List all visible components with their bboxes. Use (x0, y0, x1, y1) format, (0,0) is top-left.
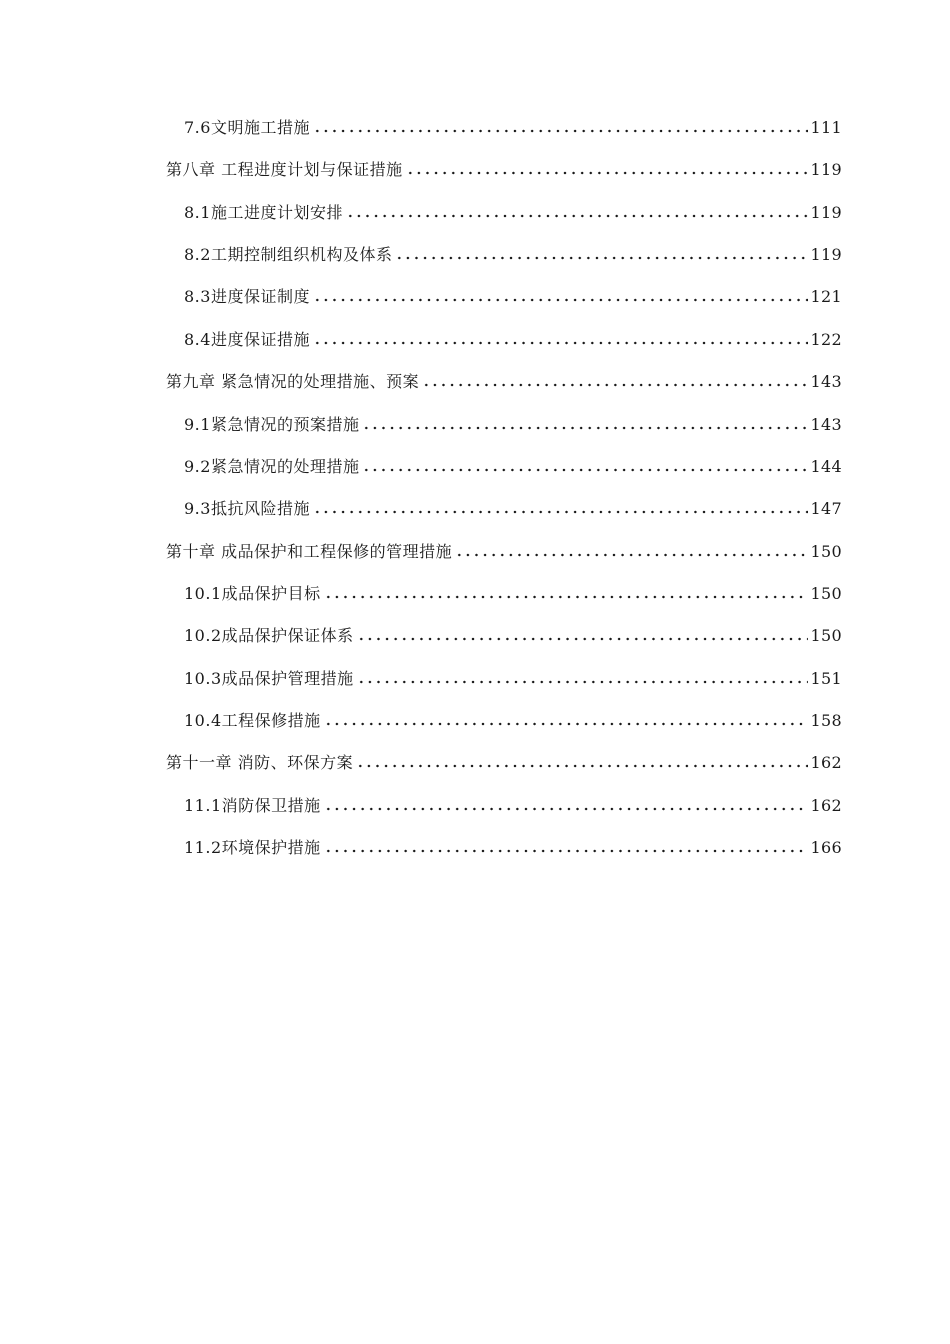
dot-leader (455, 552, 807, 558)
toc-entry-title: 10.2成品保护保证体系 (184, 626, 354, 645)
dot-leader (324, 721, 808, 727)
toc-entry-title: 8.1施工进度计划安排 (184, 203, 343, 222)
dot-leader (356, 763, 807, 769)
dot-leader (357, 636, 808, 642)
toc-entry[interactable] (184, 493, 842, 519)
toc-entry-title: 第八章 工程进度计划与保证措施 (166, 160, 403, 179)
dot-leader (422, 382, 807, 388)
toc-entry-page: 122 (810, 330, 842, 349)
toc-entry[interactable] (184, 578, 842, 604)
dot-leader (313, 128, 808, 134)
toc-entry-page: 144 (810, 457, 842, 476)
toc-entry[interactable] (184, 663, 842, 689)
dot-leader (313, 297, 808, 303)
toc-entry-title: 9.1紧急情况的预案措施 (184, 415, 360, 434)
toc-entry-chapter[interactable] (166, 154, 842, 180)
toc-entry[interactable] (184, 197, 842, 223)
toc-entry[interactable] (184, 790, 842, 816)
toc-entry-title: 10.4工程保修措施 (184, 711, 321, 730)
toc-entry-page: 119 (810, 245, 842, 264)
toc-entry-title: 8.4进度保证措施 (184, 330, 310, 349)
toc-entry-page: 147 (810, 499, 842, 518)
toc-entry-title: 8.2工期控制组织机构及体系 (184, 245, 393, 264)
toc-entry-chapter[interactable] (166, 747, 842, 773)
toc-entry-title: 9.3抵抗风险措施 (184, 499, 310, 518)
toc-entry-chapter[interactable] (166, 536, 842, 562)
toc-entry[interactable] (184, 112, 842, 138)
dot-leader (395, 255, 807, 261)
toc-entry-title: 11.1消防保卫措施 (184, 796, 321, 815)
toc-entry[interactable] (184, 409, 842, 435)
toc-entry-title: 第九章 紧急情况的处理措施、预案 (166, 372, 420, 391)
toc-entry[interactable] (184, 281, 842, 307)
dot-leader (406, 170, 808, 176)
toc-entry-title: 9.2紧急情况的处理措施 (184, 457, 360, 476)
toc-entry-chapter[interactable] (166, 366, 842, 392)
toc-entry-title: 第十一章 消防、环保方案 (166, 753, 354, 772)
toc-entry[interactable] (184, 705, 842, 731)
toc-entry-title: 第十章 成品保护和工程保修的管理措施 (166, 542, 453, 561)
toc-entry-title: 10.1成品保护目标 (184, 584, 321, 603)
dot-leader (362, 425, 807, 431)
toc-entry-page: 158 (810, 711, 842, 730)
toc-entry-title: 10.3成品保护管理措施 (184, 669, 354, 688)
toc-entry[interactable] (184, 451, 842, 477)
toc-entry-page: 166 (810, 838, 842, 857)
dot-leader (357, 679, 808, 685)
dot-leader (362, 467, 807, 473)
toc-entry[interactable] (184, 239, 842, 265)
toc-entry-page: 150 (810, 542, 842, 561)
toc-entry-page: 143 (810, 372, 842, 391)
dot-leader (324, 848, 808, 854)
toc-entry-page: 119 (810, 203, 842, 222)
toc-entry-page: 162 (810, 796, 842, 815)
toc-entry-page: 121 (810, 287, 842, 306)
toc-entry[interactable] (184, 324, 842, 350)
dot-leader (313, 509, 808, 515)
dot-leader (313, 340, 808, 346)
dot-leader (346, 213, 808, 219)
toc-entry-page: 150 (810, 626, 842, 645)
toc-entry[interactable] (184, 620, 842, 646)
toc-entry-page: 150 (810, 584, 842, 603)
toc-entry-title: 7.6文明施工措施 (184, 118, 310, 137)
toc-entry-page: 111 (810, 118, 842, 137)
dot-leader (324, 806, 808, 812)
toc-entry-title: 11.2环境保护措施 (184, 838, 321, 857)
toc-entry-page: 162 (810, 753, 842, 772)
toc-entry-page: 143 (810, 415, 842, 434)
dot-leader (324, 594, 808, 600)
toc-entry-page: 151 (810, 669, 842, 688)
toc-entry-page: 119 (810, 160, 842, 179)
toc-entry[interactable] (184, 832, 842, 858)
toc-entry-title: 8.3进度保证制度 (184, 287, 310, 306)
